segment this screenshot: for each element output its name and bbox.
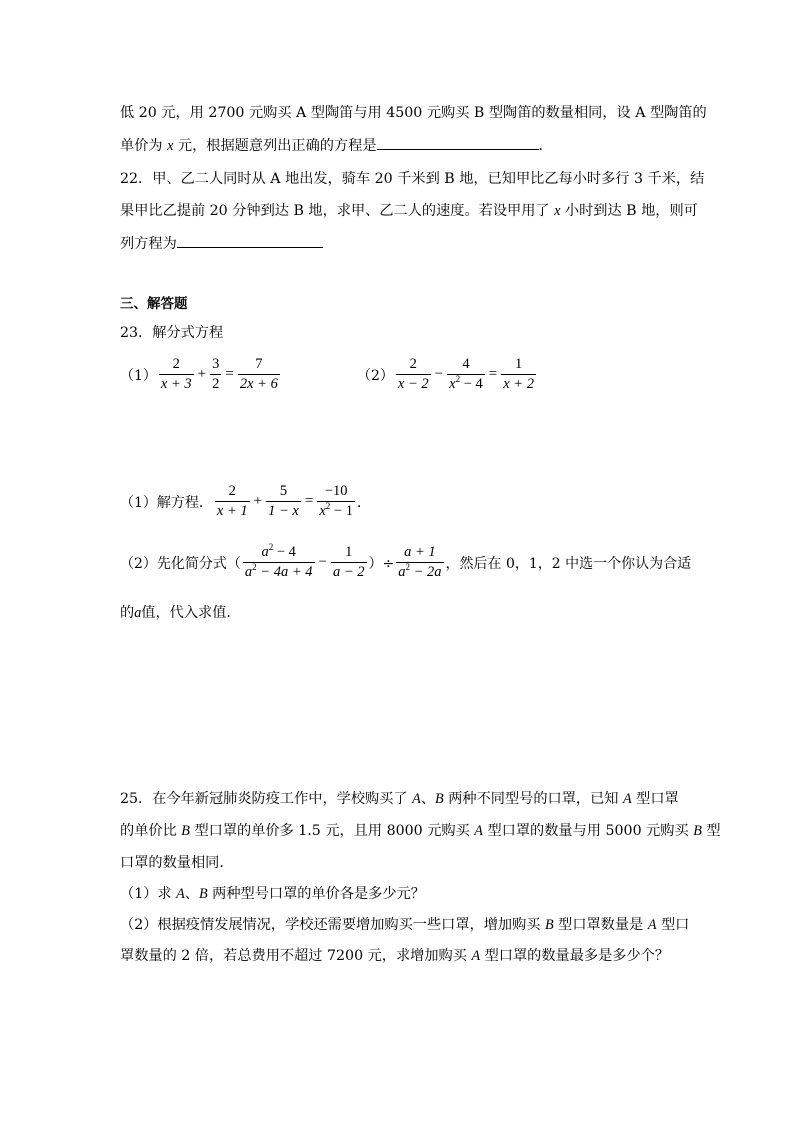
q24-part2-expression: （2）先化简分式（ $\frac{a^2 - 4}{a^2 - 4a + 4}$ − $\frac{1}{a - 2}$ ）÷ $\frac{a + 1}{a^2 - 2a}$ ，然后在 0，1，2 中选一个你认为合适 bbox=[120, 542, 692, 580]
q22-line3 bbox=[120, 231, 323, 253]
q24-variable: a bbox=[134, 605, 142, 621]
q23-part2-equation: （2） $\frac{2}{x - 2}$ − $\frac{4}{x^2 - 4}$ = $\frac{1}{x + 2}$ bbox=[357, 356, 534, 392]
fraction: $\frac{1}{x + 2}$ bbox=[503, 356, 534, 392]
section-title: 三、解答题 bbox=[120, 296, 188, 312]
q25-line3: 口罩的数量相同． bbox=[120, 855, 234, 871]
q21-answer-blank[interactable] bbox=[377, 133, 539, 150]
q22-answer-blank[interactable] bbox=[177, 231, 323, 248]
fraction: $\frac{2}{x - 2}$ bbox=[397, 356, 429, 392]
q23-part1-label: （1） bbox=[120, 367, 157, 384]
q23-part2-label: （2） bbox=[357, 367, 394, 384]
q25-sub2-line2: 罩数量的 2 倍，若总费用不超过 7200 元，求增加购买 A 型口罩的数量最多是多少个？ bbox=[120, 948, 670, 964]
q23-title: 23．解分式方程 bbox=[120, 325, 224, 341]
q22-text: 小时到达 B 地，则可 bbox=[560, 203, 698, 219]
q25-sub1: （1）求 A、B 两种型号口罩的单价各是多少元？ bbox=[120, 886, 425, 902]
q21-variable: x bbox=[167, 138, 174, 154]
fraction: $\frac{a^2 - 4}{a^2 - 4a + 4}$ bbox=[244, 542, 313, 580]
q25-sub2-line1: （2）根据疫情发展情况，学校还需要增加购买一些口罩，增加购买 B 型口罩数量是 A 型口 bbox=[120, 917, 690, 933]
fraction: $\frac{4}{x^2 - 4}$ bbox=[449, 356, 483, 392]
q22-variable: x bbox=[554, 203, 561, 219]
q21-period: ． bbox=[538, 138, 553, 154]
q25-line1: 25．在今年新冠肺炎防疫工作中，学校购买了 A、B 两种不同型号的口罩，已知 A 型口罩 bbox=[120, 791, 679, 807]
fraction: $\frac{-10}{x^2 - 1}$ bbox=[319, 483, 353, 519]
q24-part1-label: （1）解方程． bbox=[120, 494, 213, 511]
q21-text: 元，根据题意列出正确的方程是 bbox=[173, 138, 377, 154]
q21-text: 单价为 bbox=[120, 138, 168, 154]
q21-line2 bbox=[120, 133, 553, 155]
q22-text: 果甲比乙提前 20 分钟到达 B 地，求甲、乙二人的速度。若设甲用了 bbox=[120, 203, 555, 219]
q25-line2: 的单价比 B 型口罩的单价多 1.5 元，且用 8000 元购买 A 型口罩的数量与用 5000 元购买 B 型 bbox=[120, 823, 721, 839]
q23-part1-equation: （1） $\frac{2}{x + 3}$ + $\frac{3}{2}$ = $\frac{7}{2x + 6}$ bbox=[120, 356, 278, 392]
fraction: $\frac{3}{2}$ bbox=[212, 356, 220, 392]
q22-line1: 22．甲、乙二人同时从 A 地出发，骑车 20 千米到 B 地，已知甲比乙每小时多行 3 千米，结 bbox=[120, 171, 705, 187]
q24-part1-equation: （1）解方程． $\frac{2}{x + 1}$ + $\frac{5}{1 - x}$ = $\frac{-10}{x^2 - 1}$ ． bbox=[120, 483, 371, 519]
q22-text: 列方程为 bbox=[120, 236, 177, 252]
fraction: $\frac{2}{x + 3}$ bbox=[160, 356, 192, 392]
q24-part2-tail: ，然后在 0，1，2 中选一个你认为合适 bbox=[445, 555, 692, 572]
fraction: $\frac{2}{x + 1}$ bbox=[216, 483, 248, 519]
fraction: $\frac{5}{1 - x}$ bbox=[268, 483, 299, 519]
fraction: $\frac{a + 1}{a^2 - 2a}$ bbox=[398, 544, 442, 580]
q21-line1: 低 20 元，用 2700 元购买 A 型陶笛与用 4500 元购买 B 型陶笛的数量相同，设 A 型陶笛的 bbox=[120, 105, 707, 121]
q24-part2-label: （2）先化简分式（ bbox=[120, 555, 241, 572]
q22-line2 bbox=[120, 200, 698, 220]
fraction: $\frac{7}{2x + 6}$ bbox=[239, 356, 278, 392]
q24-part2-line2: 的a值，代入求值． bbox=[120, 605, 241, 621]
fraction: $\frac{1}{a - 2}$ bbox=[332, 544, 365, 580]
